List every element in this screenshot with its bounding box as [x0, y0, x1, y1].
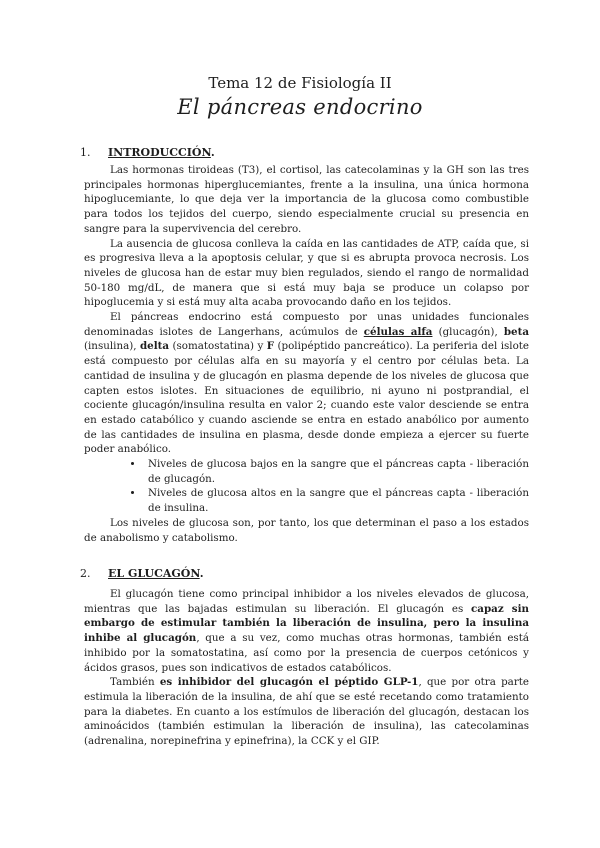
- highlight-beta: beta: [503, 325, 529, 338]
- paragraph: También es inhibidor del glucagón el péptido GLP-1, que por otra parte estimula la liberación de la insulina, de ahí que se esté recetando como tratamiento para la diabetes. En cuanto a los estímulos de liberación del glucagón, destacan los aminoácidos (también estimulan la liberación de insulina), las catecolaminas (adrenalina, norepinefrina y epinefrina), la CCK y el GIP.: [84, 676, 529, 748]
- section-number: 2.: [80, 567, 91, 580]
- highlight-delta: delta: [139, 340, 170, 353]
- section-heading-introduccion: [80, 146, 215, 159]
- bullet-list: [84, 457, 529, 516]
- paragraph: Las hormonas tiroideas (T3), el cortisol, las catecolaminas y la GH son las tres principales hormonas hiperglucemiantes, frente a la insulina, una única hormona hipoglucemiante, lo que deja ver la importancia de la glucosa como combustible para todos los tejidos del cuerpo, siendo especialmente crucial su presencia en sangre para la supervivencia del cerebro.: [84, 164, 529, 235]
- section-body-introduccion: [84, 163, 529, 545]
- section-heading-glucagon: [80, 567, 204, 580]
- topic-title: El páncreas endocrino: [177, 95, 423, 119]
- highlight-insulin-glucagon: capaz sin embargo de estimular también la liberación de insulina, pero la insulina inhibe al glucagón: [84, 602, 529, 645]
- highlight-f: F: [266, 340, 275, 353]
- list-item: • Niveles de glucosa bajos en la sangre que el páncreas capta - liberación de glucagón.: [144, 457, 529, 486]
- list-item: • Niveles de glucosa altos en la sangre que el páncreas capta - liberación de insulina.: [144, 486, 529, 515]
- section-number: 1.: [80, 146, 91, 159]
- section-title-suffix: .: [210, 146, 215, 159]
- highlight-alpha-cells: células alfa: [363, 325, 433, 338]
- section-title: INTRODUCCIÓN: [108, 146, 211, 159]
- paragraph: El glucagón tiene como principal inhibidor a los niveles elevados de glucosa, mientras que las bajadas estimulan su liberación. El glucagón es capaz sin embargo de estimular también la liberación de insulina, pero la insulina inhibe al glucagón, que a su vez, como muchas otras hormonas, también está inhibido por la somatostatina, así como por la presencia de cuerpos cetónicos y ácidos grasos, pues son indicativos de estados catabólicos.: [84, 588, 529, 674]
- section-body-glucagon: [84, 587, 529, 749]
- paragraph: El páncreas endocrino está compuesto por unas unidades funcionales denominadas islotes de Langerhans, acúmulos de células alfa (glucagón), beta (insulina), delta (somatostatina) y F (polipéptido pancreático). La periferia del islote está compuesto por células alfa en su mayoría y el centro por células beta. La cantidad de insulina y de glucagón en plasma depende de los niveles de glucosa que capten estos islotes. En situaciones de equilibrio, ni ayuno ni postprandial, el cociente glucagón/insulina resulta en valor 2; cuando este valor desciende se entra en estado catabólico y cuando asciende se entra en estado anabólico por aumento de las cantidades de insulina en plasma, desde donde empieza a ejercer su fuerte poder anabólico.: [84, 311, 529, 456]
- section-title-suffix: .: [199, 567, 204, 580]
- course-title: Tema 12 de Fisiología II: [208, 74, 392, 92]
- paragraph: La ausencia de glucosa conlleva la caída en las cantidades de ATP, caída que, si es progresiva lleva a la apoptosis celular, y que si es abrupta provoca necrosis. Los niveles de glucosa han de estar muy bien regulados, siendo el rango de normalidad 50-180 mg/dL, de manera que si está muy baja se produce un colapso por hipoglucemia y si está muy alta acaba provocando daño en los tejidos.: [84, 237, 529, 309]
- section-title: EL GLUCAGÓN: [108, 567, 200, 580]
- paragraph: Los niveles de glucosa son, por tanto, los que determinan el paso a los estados de anabolismo y catabolismo.: [84, 516, 529, 544]
- highlight-glp1: es inhibidor del glucagón el péptido GLP-1: [159, 676, 419, 689]
